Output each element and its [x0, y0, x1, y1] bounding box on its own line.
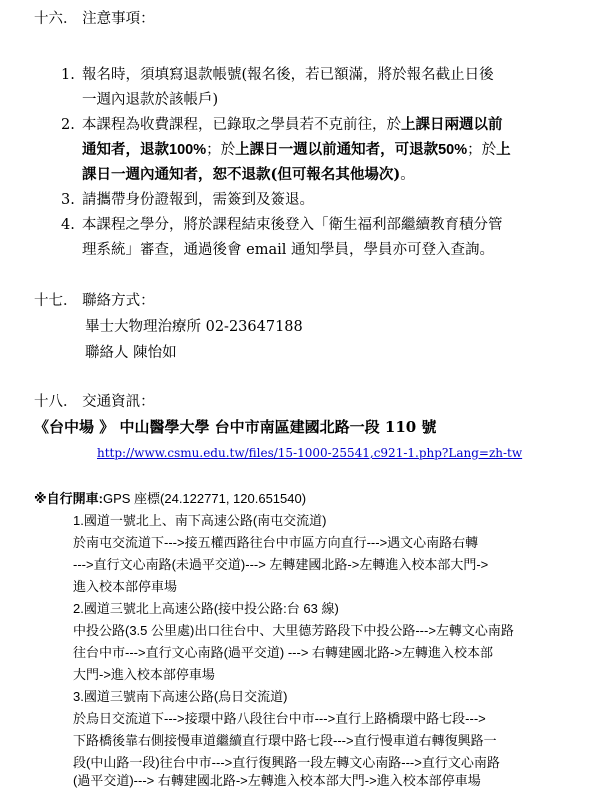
- note-1-number: 1.: [61, 67, 75, 83]
- route-1-line-3: 進入校本部停車場: [73, 579, 178, 594]
- note-2-line-3: [82, 165, 415, 185]
- note-2-end: 。: [400, 167, 415, 183]
- venue-url-link[interactable]: http://www.csmu.edu.tw/files/15-1000-25541,c921-1.php?Lang=zh-tw: [97, 446, 523, 460]
- note-4-line-2: 理系統」審查，通過後會 email 通知學員，學員亦可登入查詢。: [82, 242, 494, 258]
- note-2-bold-a: 通知者，退款: [82, 141, 169, 158]
- note-2-bold-d: 課日一週內通知者，恕不退款(但可報名其他場次): [82, 166, 401, 183]
- note-2-bold-deadline: 上課日兩週以前: [401, 116, 503, 133]
- section-16-heading: 十六． 注意事項：: [34, 11, 155, 27]
- section-17-heading: 十七． 聯絡方式：: [34, 293, 155, 309]
- drive-gps-line: [34, 489, 306, 509]
- note-1-line-1: 報名時，須填寫退款帳號(報名後，若已額滿，將於報名截止日後: [82, 67, 494, 83]
- route-3-line-4: (過平交道)---> 右轉建國北路->左轉進入校本部大門->進入校本部停車場: [73, 773, 481, 788]
- route-2-line-3: 大門->進入校本部停車場: [73, 667, 215, 682]
- drive-label: ※自行開車:: [34, 491, 103, 506]
- route-1-line-1: 於南屯交流道下--->接五權西路往台中市區方向直行--->遇文心南路右轉: [73, 535, 479, 550]
- venue-line: 《台中場 》 中山醫學大學 台中市南區建國北路一段 110 號: [34, 418, 437, 436]
- note-2-text: 本課程為收費課程，已錄取之學員若不克前往，於: [82, 117, 401, 133]
- note-2-sep-1: ；於: [206, 142, 236, 158]
- route-2-line-1: 中投公路(3.5 公里處)出口往台中、大里德芳路段下中投公路--->左轉文心南路: [73, 623, 514, 638]
- route-3-line-1: 於烏日交流道下--->接環中路八段往台中市--->直行上路橋環中路七段--->: [73, 711, 486, 726]
- note-2-line-1: [82, 115, 503, 135]
- note-3-number: 3.: [61, 192, 75, 208]
- note-2-line-2: [82, 140, 511, 160]
- note-4-number: 4.: [61, 217, 75, 233]
- note-3-line-1: 請攜帶身份證報到，需簽到及簽退。: [82, 192, 314, 208]
- route-1-title: 1.國道一號北上、南下高速公路(南屯交流道): [73, 513, 327, 528]
- note-4-line-1: 本課程之學分，將於課程結束後登入「衛生福利部繼續教育積分管: [82, 217, 503, 233]
- contact-org: 畢士大物理治療所 02-23647188: [85, 319, 303, 335]
- venue-link-row: [97, 443, 522, 463]
- note-2-sep-2: ；於: [467, 142, 497, 158]
- route-3-line-3: 段(中山路一段)往台中市--->直行復興路一段左轉文心南路--->直行文心南路: [73, 755, 500, 770]
- note-2-number: 2.: [61, 117, 75, 133]
- contact-person: 聯絡人 陳怡如: [85, 345, 177, 361]
- note-2-bold-b: 上課日一週以前通知者，可退款: [235, 141, 439, 158]
- note-2-refund-full: 100%: [169, 142, 207, 158]
- note-2-refund-half: 50%: [438, 142, 468, 158]
- route-3-line-2: 下路橋後靠右側接慢車道繼續直行環中路七段--->直行慢車道右轉復興路一: [73, 733, 497, 748]
- route-2-line-2: 往台中市--->直行文心南路(過平交道) ---> 右轉建國北路->左轉進入校本部: [73, 645, 493, 660]
- route-3-title: 3.國道三號南下高速公路(烏日交流道): [73, 689, 288, 704]
- route-1-line-2: --->直行文心南路(未過平交道)---> 左轉建國北路->左轉進入校本部大門->: [73, 557, 489, 572]
- route-2-title: 2.國道三號北上高速公路(接中投公路:台 63 線): [73, 601, 339, 616]
- section-18-heading: 十八． 交通資訊：: [34, 394, 155, 410]
- gps-coordinates: GPS 座標(24.122771, 120.651540): [102, 491, 307, 506]
- note-1-line-2: 一週內退款於該帳戶): [82, 92, 219, 108]
- note-2-bold-c: 上: [496, 141, 511, 158]
